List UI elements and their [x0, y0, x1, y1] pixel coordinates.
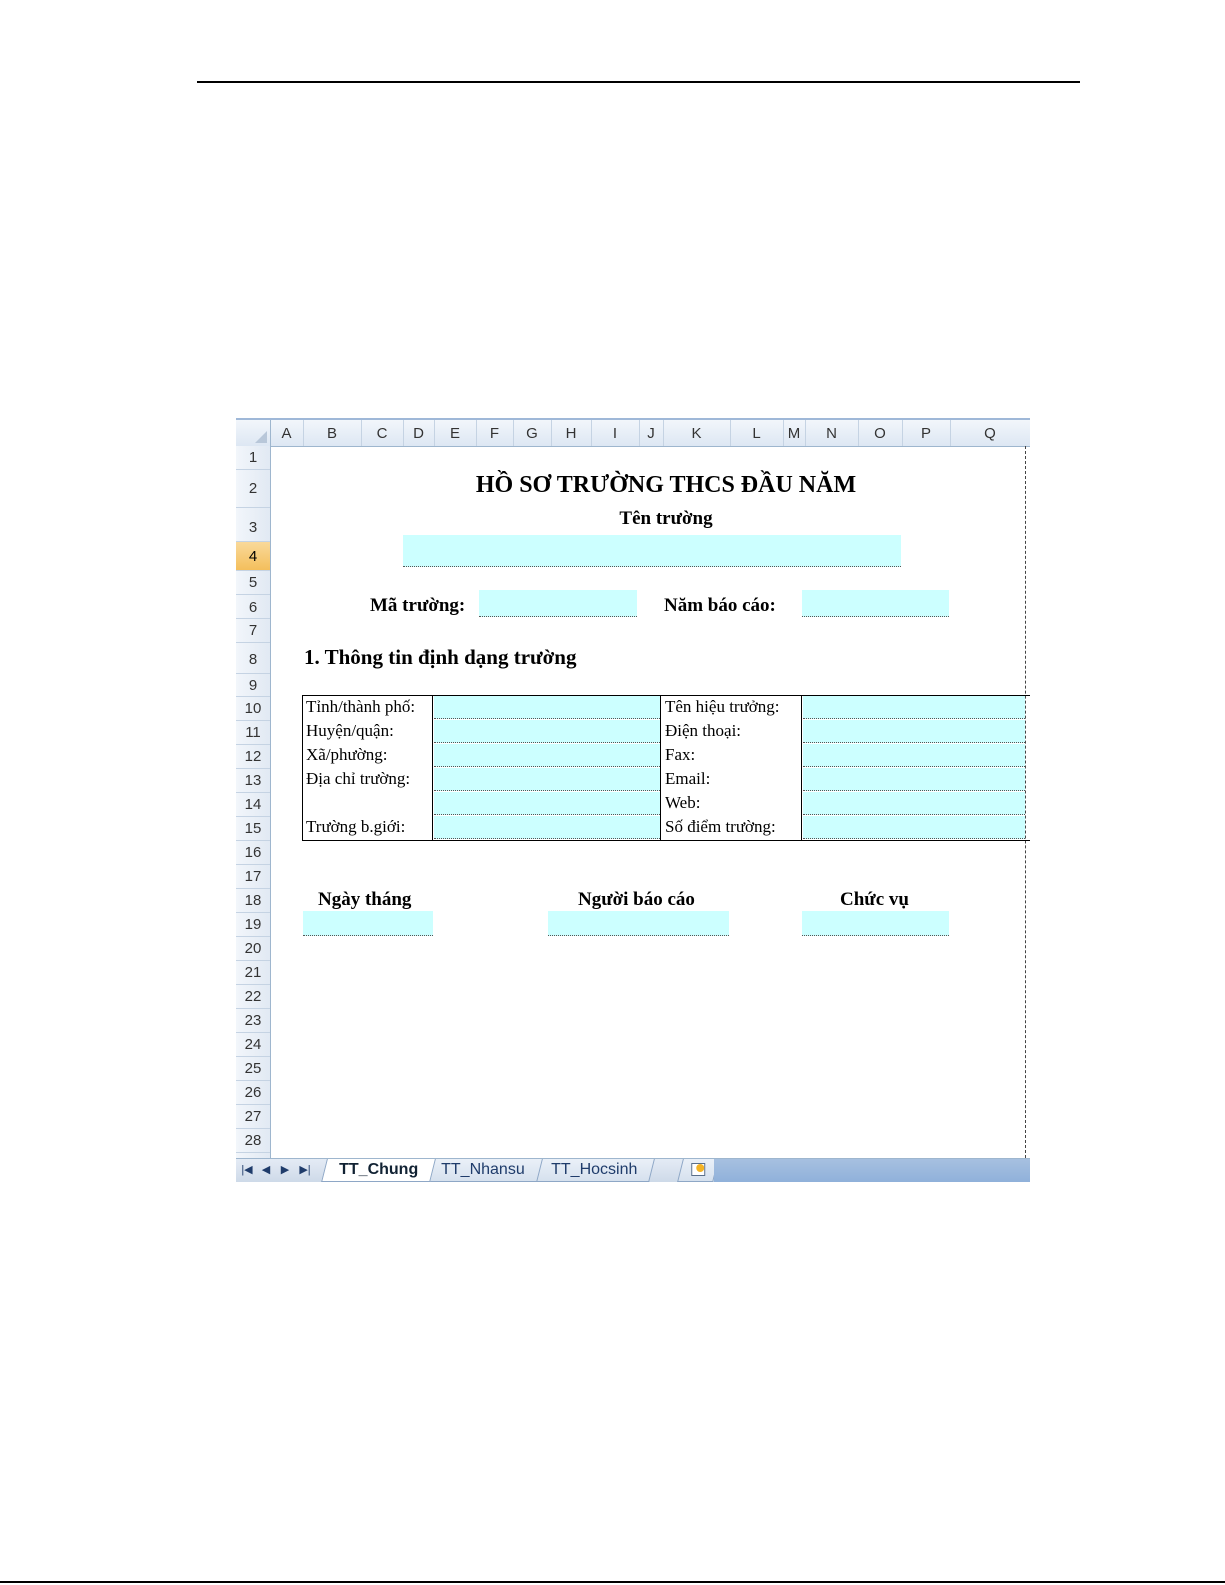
- excel-window: [236, 418, 1030, 1182]
- next-sheet-icon[interactable]: ▶: [280, 1164, 290, 1176]
- row-header-12[interactable]: 12: [236, 745, 270, 769]
- row-header-19[interactable]: 19: [236, 913, 270, 937]
- report-year-input[interactable]: [802, 590, 949, 617]
- web-input[interactable]: [803, 792, 1025, 815]
- province-label: Tỉnh/thành phố:: [306, 697, 416, 716]
- horizontal-scroll-area[interactable]: [714, 1159, 1030, 1182]
- ward-label: Xã/phường:: [306, 745, 388, 764]
- row-header-11[interactable]: 11: [236, 721, 270, 745]
- row-header-4[interactable]: 4: [236, 542, 270, 571]
- fax-label: Fax:: [665, 745, 696, 764]
- row-header-17[interactable]: 17: [236, 865, 270, 889]
- school-code-label: Mã trường:: [370, 595, 466, 616]
- info-table-divider-2: [660, 695, 661, 840]
- info-table-divider-1: [432, 695, 433, 840]
- phone-input[interactable]: [803, 720, 1025, 743]
- column-header-I[interactable]: I: [591, 420, 640, 446]
- school-sites-label: Số điểm trường:: [665, 817, 776, 836]
- date-label: Ngày tháng: [318, 889, 412, 910]
- email-input[interactable]: [803, 768, 1025, 791]
- first-sheet-icon[interactable]: |◀: [241, 1164, 253, 1176]
- column-header-B[interactable]: B: [303, 420, 362, 446]
- column-header-Q[interactable]: Q: [984, 425, 996, 442]
- tab-tt-chung-label: TT_Chung: [339, 1161, 419, 1178]
- row-header-13[interactable]: 13: [236, 769, 270, 793]
- column-header-C[interactable]: C: [361, 420, 404, 446]
- section-1-title: 1. Thông tin định dạng trường: [304, 645, 577, 669]
- page-footer-rule: [0, 1581, 1225, 1583]
- row-header-25[interactable]: 25: [236, 1057, 270, 1081]
- province-input[interactable]: [434, 696, 660, 719]
- column-header-L[interactable]: L: [730, 420, 784, 446]
- border-school-input[interactable]: [434, 816, 660, 839]
- principal-label: Tên hiệu trưởng:: [665, 697, 780, 716]
- column-header-D[interactable]: D: [403, 420, 435, 446]
- info-table-divider-3: [801, 695, 802, 840]
- tab-tt-hocsinh-label: TT_Hocsinh: [551, 1161, 638, 1178]
- row-header-20[interactable]: 20: [236, 937, 270, 961]
- row-header-10[interactable]: 10: [236, 697, 270, 721]
- row-header-23[interactable]: 23: [236, 1009, 270, 1033]
- row-header-24[interactable]: 24: [236, 1033, 270, 1057]
- column-header-bar: [236, 420, 1030, 447]
- row-header-2[interactable]: 2: [236, 470, 270, 508]
- tab-tt-hocsinh[interactable]: [533, 1159, 655, 1182]
- column-header-H[interactable]: H: [551, 420, 592, 446]
- column-header-P[interactable]: P: [902, 420, 951, 446]
- row-header-7[interactable]: 7: [236, 619, 270, 643]
- row-header-1[interactable]: 1: [236, 446, 270, 470]
- row-header-bar: [236, 446, 271, 1158]
- column-header-A[interactable]: A: [270, 420, 304, 446]
- ward-input[interactable]: [434, 744, 660, 767]
- row-header-16[interactable]: 16: [236, 841, 270, 865]
- row-header-14[interactable]: 14: [236, 793, 270, 817]
- tab-tt-nhansu[interactable]: [423, 1159, 542, 1182]
- row-header-27[interactable]: 27: [236, 1105, 270, 1129]
- row-header-9[interactable]: 9: [236, 674, 270, 697]
- select-all-icon: [255, 431, 267, 443]
- column-header-K[interactable]: K: [663, 420, 731, 446]
- district-input[interactable]: [434, 720, 660, 743]
- row-header-8[interactable]: 8: [236, 643, 270, 674]
- border-school-label: Trường b.giới:: [306, 817, 406, 836]
- last-sheet-icon[interactable]: ▶|: [299, 1164, 311, 1176]
- school-code-input[interactable]: [479, 590, 637, 617]
- row-header-5[interactable]: 5: [236, 571, 270, 595]
- row-header-18[interactable]: 18: [236, 889, 270, 913]
- column-header-E[interactable]: E: [434, 420, 477, 446]
- school-sites-input[interactable]: [803, 816, 1025, 839]
- sheet-title: HỒ SƠ TRƯỜNG THCS ĐẦU NĂM: [475, 472, 857, 498]
- reporter-label: Người báo cáo: [578, 889, 695, 910]
- web-label: Web:: [665, 793, 701, 812]
- column-header-N[interactable]: N: [805, 420, 859, 446]
- reporter-input[interactable]: [548, 911, 729, 936]
- insert-sheet-button[interactable]: [677, 1159, 719, 1182]
- fax-input[interactable]: [803, 744, 1025, 767]
- row-header-3[interactable]: 3: [236, 508, 270, 542]
- row-header-28[interactable]: 28: [236, 1129, 270, 1153]
- prev-sheet-icon[interactable]: ◀: [261, 1164, 271, 1176]
- principal-input[interactable]: [803, 696, 1025, 719]
- column-header-O[interactable]: O: [858, 420, 903, 446]
- row-header-22[interactable]: 22: [236, 985, 270, 1009]
- email-label: Email:: [665, 769, 711, 788]
- column-header-F[interactable]: F: [476, 420, 514, 446]
- column-header-M[interactable]: M: [783, 420, 806, 446]
- phone-label: Điện thoại:: [665, 721, 742, 740]
- district-label: Huyện/quận:: [306, 721, 394, 740]
- row-header-26[interactable]: 26: [236, 1081, 270, 1105]
- report-year-label: Năm báo cáo:: [664, 595, 776, 616]
- date-input[interactable]: [303, 911, 433, 936]
- row-header-21[interactable]: 21: [236, 961, 270, 985]
- address-label: Địa chỉ trường:: [306, 769, 411, 788]
- column-header-G[interactable]: G: [513, 420, 552, 446]
- tab-tt-nhansu-label: TT_Nhansu: [441, 1161, 525, 1178]
- address-input-line-1[interactable]: [434, 768, 660, 791]
- position-input[interactable]: [802, 911, 949, 936]
- page-header-rule: [197, 81, 1080, 83]
- row-header-15[interactable]: 15: [236, 817, 270, 841]
- address-input-line-2[interactable]: [434, 792, 660, 815]
- position-label: Chức vụ: [840, 889, 909, 910]
- column-header-J[interactable]: J: [639, 420, 664, 446]
- insert-sheet-icon: [691, 1163, 705, 1176]
- select-all-button[interactable]: [236, 420, 271, 446]
- sheet-tab-bar: [236, 1158, 1030, 1182]
- tab-tt-chung[interactable]: [321, 1159, 436, 1182]
- row-header-6[interactable]: 6: [236, 595, 270, 619]
- insert-sheet-star-icon: [696, 1164, 704, 1172]
- school-name-label: Tên trường: [619, 508, 713, 529]
- school-name-input[interactable]: [403, 535, 901, 567]
